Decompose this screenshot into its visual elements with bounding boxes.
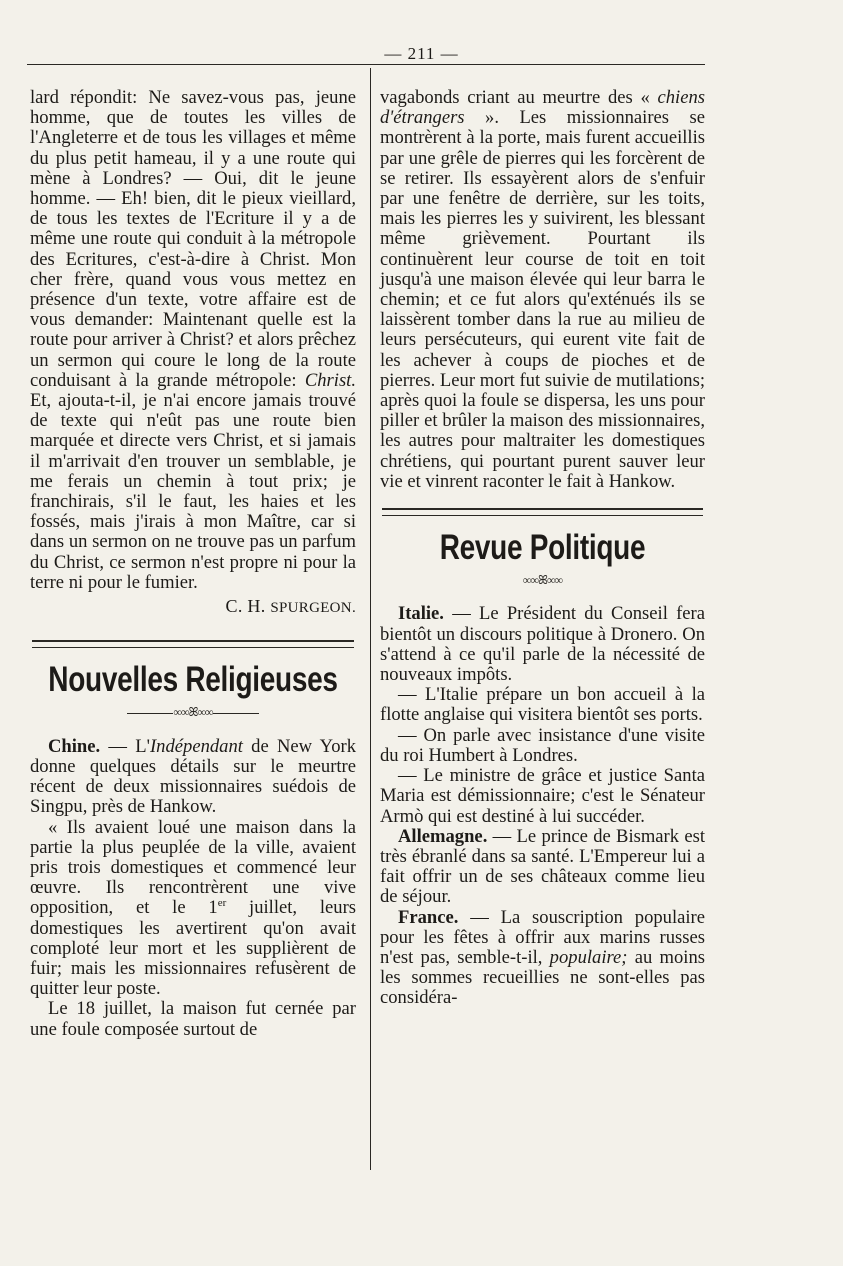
header-rule [27,64,705,65]
italie-paragraph-4: — Le ministre de grâce et justice Santa Maria est démissionnaire; c'est le Sénateur Armò qui est destiné à lui succéder. [380,765,705,827]
ornament-glyph: ∞∞ꕤ∞∞ [173,705,213,720]
cont-b: ». Les missionnaires se montrèrent à la porte, mais furent accueillis par une grêle de pierres qui les forcèrent de se retirer. Ils essayèrent alors de s'enfuir par une fenêtre de derrière, sur les toits, mais les pierres les y suivirent, les blessant même grièvement. Pourtant ils continuèrent leur course de toit en toit jusqu'à une maison élevée qui leur barra le chemin; et ce fut alors qu'exténués ils se laissèrent tomber dans la rue au milieu de leurs persécuteurs, qui eurent vite fait de les achever à coups de pioches et de pierres. Leur mort fut suivie de mutilations; après quoi la foule se dispersa, les uns pour piller et brûler la maison des missionnaires, les autres pour maltraiter les domestiques chrétiens, qui pourtant purent sauver leur vie et vinrent raconter le fait à Hankow. [380,107,705,492]
allemagne-text: — Le prince de Bismark est très ébranlé dans sa santé. L'Empereur lui a fait offrir un de ses châteaux comme lieu de séjour. [380,825,705,908]
chine-text: de New York donne quelques détails sur le meurtre récent de deux missionnaires suédois de Singpu, près de Hankow. [30,735,356,818]
quote-p1a: « Ils avaient loué une maison dans la partie la plus peuplée de la ville, avaient pris trois domestiques et commencé leur œuvre. Ils rencontrèrent une vive opposition, et le 1 [30,816,356,919]
column-divider [370,68,371,1170]
right-column [380,88,705,1009]
quote-paragraph-2: Le 18 juillet, la maison fut cernée par une foule composée surtout de [30,998,356,1040]
italie-paragraph [380,604,705,685]
france-paragraph [380,908,705,1009]
allemagne-lead: Allemagne. [398,825,488,847]
cont-italic: chiens d'étrangers [380,87,705,129]
chine-dash: — L' [100,735,150,757]
italie-lead: Italie. [398,603,444,625]
signature-initials: C. H. [225,596,266,617]
quote-p1-sup: er [217,897,227,910]
signature-name: SPURGEON. [270,600,356,617]
nouvelles-ornament [30,702,356,722]
italie-paragraph-2: — L'Italie prépare un bon accueil à la flotte anglaise qui visitera bientôt ses ports. [380,684,705,726]
quote-p1b: juillet, leurs domestiques les avertirent qu'on avait comploté leur mort et les supplièrent de fuir; mais les missionnaires refusèrent de quitter leur poste. [30,897,356,1000]
italie-paragraph-3: — On parle avec insistance d'une visite du roi Humbert à Londres. [380,724,705,766]
chine-paragraph [30,737,356,818]
revue-ornament-glyph: ∞∞ꕤ∞∞ [522,573,563,588]
spurgeon-paragraph [30,88,356,593]
left-column [30,88,356,1040]
cont-a: vagabonds criant au meurtre des « [380,87,658,108]
chine-paper: Indépendant [149,735,243,757]
ornament-line-right [213,713,259,714]
section-rule-right [382,508,703,516]
revue-title: Revue Politique [439,528,646,567]
spurgeon-text-a: lard répondit: Ne savez-vous pas, jeune homme, que de toutes les villes de l'Angleterre et de tous les villages et même du plus petit hameau, il y a une route qui mène à Londres? — Oui, dit le jeune homme. — Eh! bien, dit le pieux vieillard, de tous les textes de l'Ecriture il y a de même une route qui conduit à la métropole des Ecritures, c'est-à-dire à Christ. Mon cher frère, quand vous vous mettez en présence d'un texte, votre affaire est de vous demander: Maintenant quelle est la route pour arriver à Christ? et alors prêchez un sermon qui coure le long de la route conduisant à la grande métropole: [30,87,356,391]
allemagne-paragraph [380,827,705,908]
chine-continuation [380,88,705,492]
revue-ornament [380,570,705,590]
nouvelles-title: Nouvelles Religieuses [48,660,338,700]
quote-paragraph-1 [30,818,356,1000]
france-lead: France. [398,906,459,928]
chine-lead: Chine. [48,735,101,757]
france-italic: populaire; [549,946,628,968]
france-b: au moins les sommes recueillies ne sont-elles pas considéra- [380,946,705,1009]
italie-text: — Le Président du Conseil fera bientôt un discours politique à Dronero. On s'attend à ce qu'il parle de la nécessité de nouveaux impôts. [380,603,705,686]
spurgeon-christ-italic: Christ. [304,369,356,391]
section-rule-left [32,640,354,648]
page-number: — 211 — [384,44,459,63]
ornament-line-left [127,713,173,714]
signature [30,596,356,618]
france-a: — La souscription populaire pour les fêtes à offrir aux marins russes n'est pas, semble-t-il, [380,906,705,968]
spurgeon-text-b: Et, ajouta-t-il, je n'ai encore jamais trouvé de texte qui n'eût pas une route bien marquée et directe vers Christ, et si jamais il m'arrivait d'en trouver un semblable, je me ferais un chemin à tout prix; je franchirais, s'il le faut, les haies et les fossés, mais j'irais à mon Maître, car si dans un sermon on ne trouve pas un parfum du Christ, ce sermon n'est propre ni pour la terre ni pour le fumier. [30,390,356,593]
